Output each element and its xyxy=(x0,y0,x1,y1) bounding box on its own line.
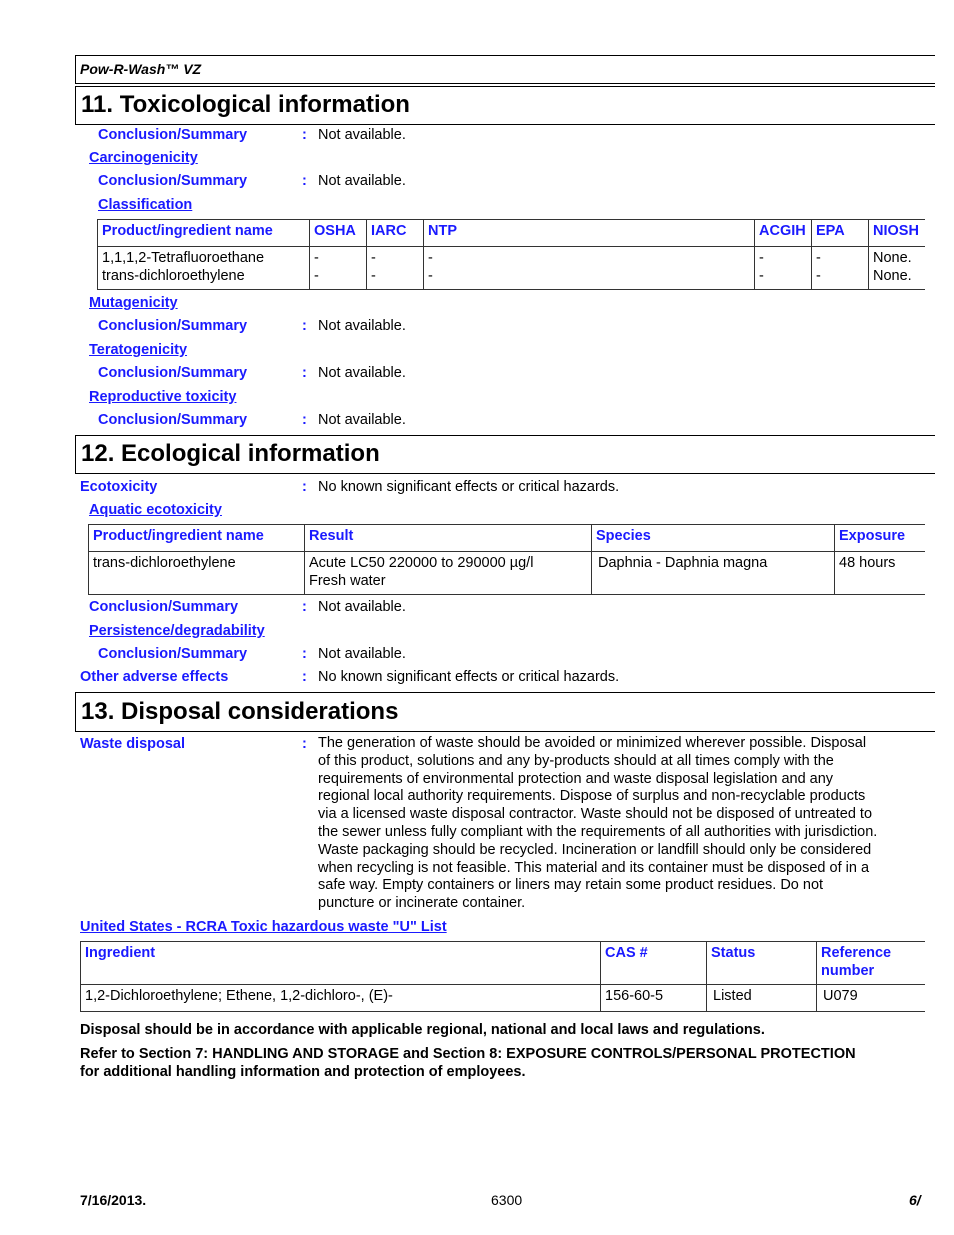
s12-conclusion-label-1: Conclusion/Summary xyxy=(89,599,239,615)
col-niosh: NIOSH xyxy=(869,220,925,247)
carcinogen-classification-table xyxy=(97,219,925,290)
colon: : xyxy=(302,669,307,685)
cell-cas: 156-60-5 xyxy=(601,985,707,1012)
s11-conclusion-value-5: Not available. xyxy=(318,412,406,428)
cell-ingredient: 1,2-Dichloroethylene; Ethene, 1,2-dichloro-, (E)- xyxy=(81,985,601,1012)
footer-page: 6/ xyxy=(909,1192,921,1208)
colon: : xyxy=(302,736,307,752)
ecotoxicity-value: No known significant effects or critical hazards. xyxy=(318,479,620,495)
col-acgih: ACGIH xyxy=(755,220,812,247)
colon: : xyxy=(302,365,307,381)
refer-note-line: for additional handling information and protection of employees. xyxy=(80,1064,526,1080)
colon: : xyxy=(302,646,307,662)
rcra-table xyxy=(80,941,925,1012)
cell-name: trans-dichloroethylene xyxy=(89,552,305,595)
acgih-value: - xyxy=(759,250,764,266)
cell-exposure: 48 hours xyxy=(835,552,925,595)
col-reference-number xyxy=(817,942,925,985)
s12-conclusion-value-2: Not available. xyxy=(318,646,406,662)
col-iarc: IARC xyxy=(367,220,424,247)
acgih-value: - xyxy=(759,268,764,284)
cell-species: Daphnia - Daphnia magna xyxy=(592,552,835,595)
other-adverse-effects-label: Other adverse effects xyxy=(80,669,229,685)
s11-conclusion-label-1: Conclusion/Summary xyxy=(98,127,248,143)
table-row xyxy=(98,247,925,290)
disposal-note: Disposal should be in accordance with applicable regional, national and local laws and regulations. xyxy=(80,1022,765,1038)
waste-line: safe way. Empty containers or liners may retain some product residues. Do not xyxy=(318,877,824,894)
rcra-list-link[interactable]: United States - RCRA Toxic hazardous waste "U" List xyxy=(80,919,447,935)
ecotoxicity-label: Ecotoxicity xyxy=(80,479,158,495)
mutagenicity-link[interactable]: Mutagenicity xyxy=(89,295,178,311)
result-line: Acute LC50 220000 to 290000 µg/l xyxy=(309,555,534,571)
s11-conclusion-value-4: Not available. xyxy=(318,365,406,381)
section-11-title: 11. Toxicological information xyxy=(81,91,410,118)
cell-result xyxy=(305,552,592,595)
epa-value: - xyxy=(816,268,821,284)
waste-line: when recycling is not feasible. This material and its container must be disposed of in a xyxy=(318,859,870,876)
s11-conclusion-value-3: Not available. xyxy=(318,318,406,334)
osha-value: - xyxy=(314,268,319,284)
reference-header-line: Reference xyxy=(821,945,892,961)
waste-line: of this product, solutions and any by-products should at all times comply with the xyxy=(318,752,834,769)
refer-note-line: Refer to Section 7: HANDLING AND STORAGE and Section 8: EXPOSURE CONTROLS/PERSONAL PROTECTION xyxy=(80,1046,856,1062)
section-13-header xyxy=(75,692,935,732)
iarc-value: - xyxy=(371,250,376,266)
ingredient-name: 1,1,1,2-Tetrafluoroethane xyxy=(102,250,265,266)
col-product-name: Product/ingredient name xyxy=(89,525,305,552)
col-status: Status xyxy=(707,942,817,985)
ingredient-name: trans-dichloroethylene xyxy=(102,268,245,284)
col-exposure: Exposure xyxy=(835,525,925,552)
aquatic-ecotoxicity-table xyxy=(88,524,925,595)
colon: : xyxy=(302,412,307,428)
colon: : xyxy=(302,479,307,495)
col-ntp: NTP xyxy=(424,220,755,247)
waste-disposal-text xyxy=(318,735,922,913)
s11-conclusion-label-2: Conclusion/Summary xyxy=(98,173,248,189)
waste-line: puncture or incinerate container. xyxy=(318,895,526,912)
cell-epa xyxy=(812,247,869,290)
s11-conclusion-value-1: Not available. xyxy=(318,127,406,143)
cell-acgih xyxy=(755,247,812,290)
col-species: Species xyxy=(592,525,835,552)
iarc-value: - xyxy=(371,268,376,284)
persistence-degradability-link[interactable]: Persistence/degradability xyxy=(89,623,265,639)
classification-link[interactable]: Classification xyxy=(98,197,193,213)
cell-osha xyxy=(310,247,367,290)
colon: : xyxy=(302,127,307,143)
table-header-row xyxy=(89,525,925,552)
colon: : xyxy=(302,173,307,189)
col-epa: EPA xyxy=(812,220,869,247)
niosh-value: None. xyxy=(873,250,912,266)
cell-status: Listed xyxy=(707,985,817,1012)
colon: : xyxy=(302,599,307,615)
osha-value: - xyxy=(314,250,319,266)
aquatic-ecotoxicity-link[interactable]: Aquatic ecotoxicity xyxy=(89,502,222,518)
waste-line: the sewer unless fully compliant with the requirements of all authorities with jurisdiction. xyxy=(318,823,878,840)
table-row xyxy=(89,552,925,595)
carcinogenicity-link[interactable]: Carcinogenicity xyxy=(89,150,198,166)
waste-line: regional local authority requirements. Dispose of surplus and non-recyclable products xyxy=(318,788,866,805)
section-11-header xyxy=(75,86,935,125)
s12-conclusion-label-2: Conclusion/Summary xyxy=(98,646,248,662)
s11-conclusion-label-5: Conclusion/Summary xyxy=(98,412,248,428)
result-line: Fresh water xyxy=(309,573,386,589)
refer-note xyxy=(80,1045,930,1081)
waste-line: requirements of environmental protection and waste disposal legislation and any xyxy=(318,770,834,787)
cell-ntp xyxy=(424,247,755,290)
cell-niosh xyxy=(869,247,925,290)
col-cas: CAS # xyxy=(601,942,707,985)
s11-conclusion-value-2: Not available. xyxy=(318,173,406,189)
table-row xyxy=(81,985,925,1012)
niosh-value: None. xyxy=(873,268,912,284)
section-12-title: 12. Ecological information xyxy=(81,440,380,467)
table-header-row xyxy=(98,220,925,247)
waste-line: The generation of waste should be avoided or minimized wherever possible. Disposal xyxy=(318,735,867,751)
cell-reference: U079 xyxy=(817,985,925,1012)
col-osha: OSHA xyxy=(310,220,367,247)
colon: : xyxy=(302,318,307,334)
waste-line: via a licensed waste disposal contractor. Waste should not be disposed of untreated to xyxy=(318,806,873,823)
s11-conclusion-label-4: Conclusion/Summary xyxy=(98,365,248,381)
epa-value: - xyxy=(816,250,821,266)
cell-iarc xyxy=(367,247,424,290)
waste-disposal-label: Waste disposal xyxy=(80,736,186,752)
table-header-row xyxy=(81,942,925,985)
cell-names xyxy=(98,247,310,290)
footer-date: 7/16/2013. xyxy=(80,1192,147,1208)
col-result: Result xyxy=(305,525,592,552)
col-ingredient: Ingredient xyxy=(81,942,601,985)
s11-conclusion-label-3: Conclusion/Summary xyxy=(98,318,248,334)
footer-code: 6300 xyxy=(491,1192,523,1208)
product-name: Pow-R-Wash™ VZ xyxy=(80,61,202,77)
section-13-title: 13. Disposal considerations xyxy=(81,698,399,725)
ntp-value: - xyxy=(428,268,433,284)
reproductive-toxicity-link[interactable]: Reproductive toxicity xyxy=(89,389,237,405)
ntp-value: - xyxy=(428,250,433,266)
other-adverse-effects-value: No known significant effects or critical hazards. xyxy=(318,669,620,685)
waste-line: Waste packaging should be recycled. Incineration or landfill should only be considered xyxy=(318,841,872,858)
col-product-name: Product/ingredient name xyxy=(98,220,310,247)
reference-header-line: number xyxy=(821,963,875,979)
s12-conclusion-value-1: Not available. xyxy=(318,599,406,615)
teratogenicity-link[interactable]: Teratogenicity xyxy=(89,342,188,358)
document-header xyxy=(75,55,935,84)
section-12-header xyxy=(75,435,935,474)
